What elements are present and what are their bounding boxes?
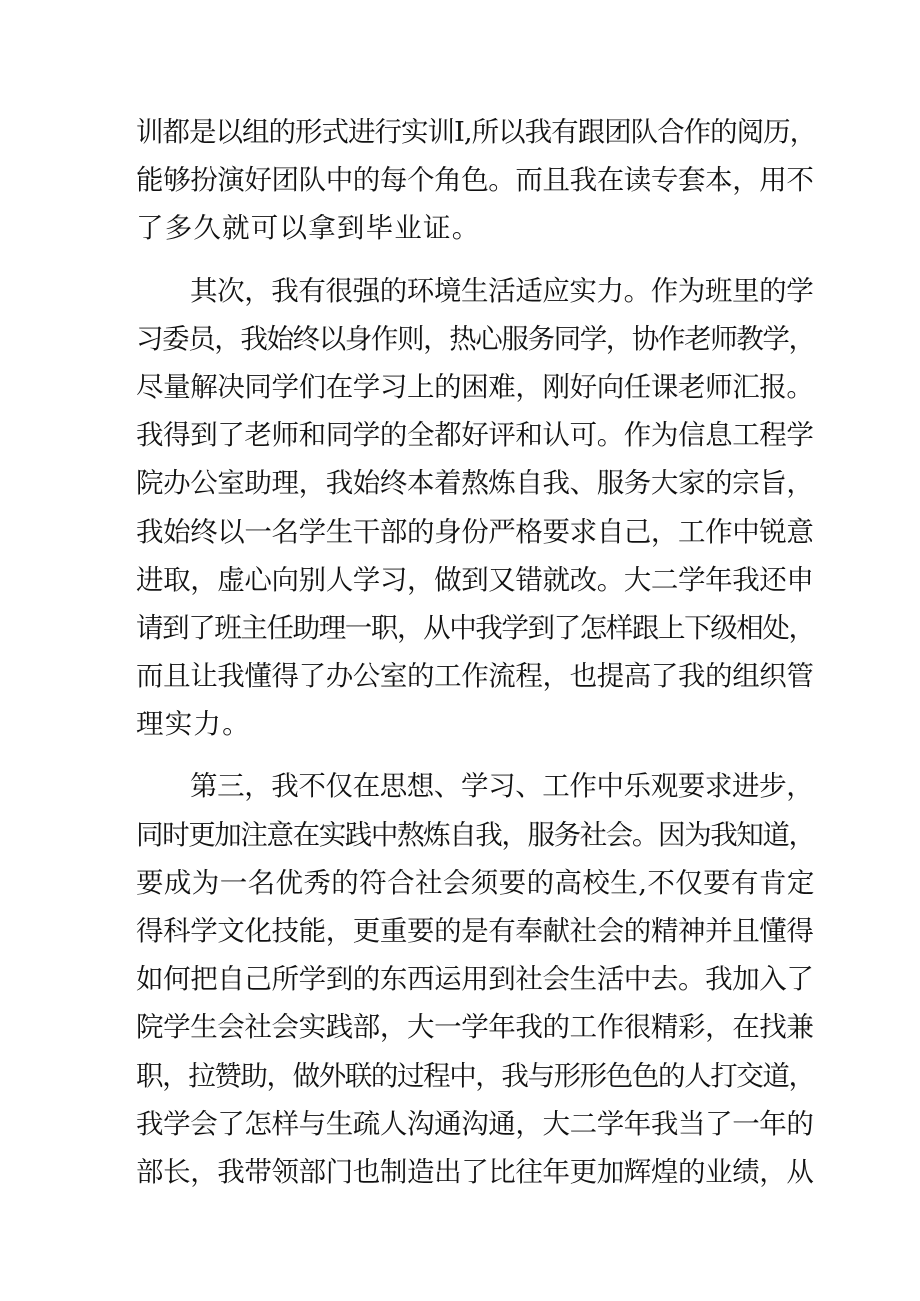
text-line: 院办公室助理，我始终本着熬炼自我、服务大家的宗旨， <box>136 467 814 500</box>
text-line: 进取，虚心向别人学习，做到又错就改。大二学年我还申 <box>136 563 814 596</box>
text-line: 我学会了怎样与生疏人沟通沟通，大二学年我当了一年的 <box>136 1107 814 1140</box>
text-line: 要成为一名优秀的符合社会须要的高校生,不仅要有肯定 <box>136 866 815 899</box>
text-line: 如何把自己所学到的东西运用到社会生活中去。我加入了 <box>136 963 814 996</box>
text-line: 得科学文化技能，更重要的是有奉献社会的精神并且懂得 <box>136 915 814 947</box>
text-line: 了多久就可以拿到毕业证。 <box>136 212 481 245</box>
text-line: 同时更加注意在实践中熬炼自我，服务社会。因为我知道， <box>136 818 815 851</box>
text-line: 请到了班主任助理一职，从中我学到了怎样跟上下级相处， <box>136 611 815 644</box>
paragraph-2 <box>136 267 816 749</box>
text-line: 训都是以组的形式进行实训I,所以我有跟团队合作的阅历， <box>136 116 817 148</box>
text-line: 尽量解决同学们在学习上的困难，刚好向任课老师汇报。 <box>136 370 814 403</box>
body-text <box>136 108 816 1196</box>
text-line: 能够扮演好团队中的每个角色。而且我在读专套本，用不 <box>136 164 814 197</box>
text-line: 而且让我懂得了办公室的工作流程，也提高了我的组织管 <box>136 660 814 693</box>
text-line: 理实力。 <box>136 708 251 741</box>
text-line: 我得到了老师和同学的全都好评和认可。作为信息工程学 <box>136 419 814 452</box>
text-line: 其次，我有很强的环境生活适应实力。作为班里的学 <box>190 274 814 307</box>
text-line: 习委员，我始终以身作则，热心服务同学，协作老师教学， <box>136 322 815 355</box>
paragraph-gap <box>136 748 816 762</box>
paragraph-gap <box>136 253 816 267</box>
text-line: 第三，我不仅在思想、学习、工作中乐观要求进步， <box>190 770 814 803</box>
text-line: 职，拉赞助，做外联的过程中，我与形形色色的人打交道， <box>136 1059 815 1092</box>
paragraph-3 <box>136 762 816 1196</box>
text-line: 院学生会社会实践部，大一学年我的工作很精彩，在找兼 <box>136 1011 814 1044</box>
text-line: 部长，我带领部门也制造出了比往年更加辉煌的业绩，从 <box>136 1155 814 1188</box>
paragraph-1 <box>136 108 816 253</box>
text-line: 我始终以一名学生干部的身份严格要求自己，工作中锐意 <box>136 515 814 548</box>
